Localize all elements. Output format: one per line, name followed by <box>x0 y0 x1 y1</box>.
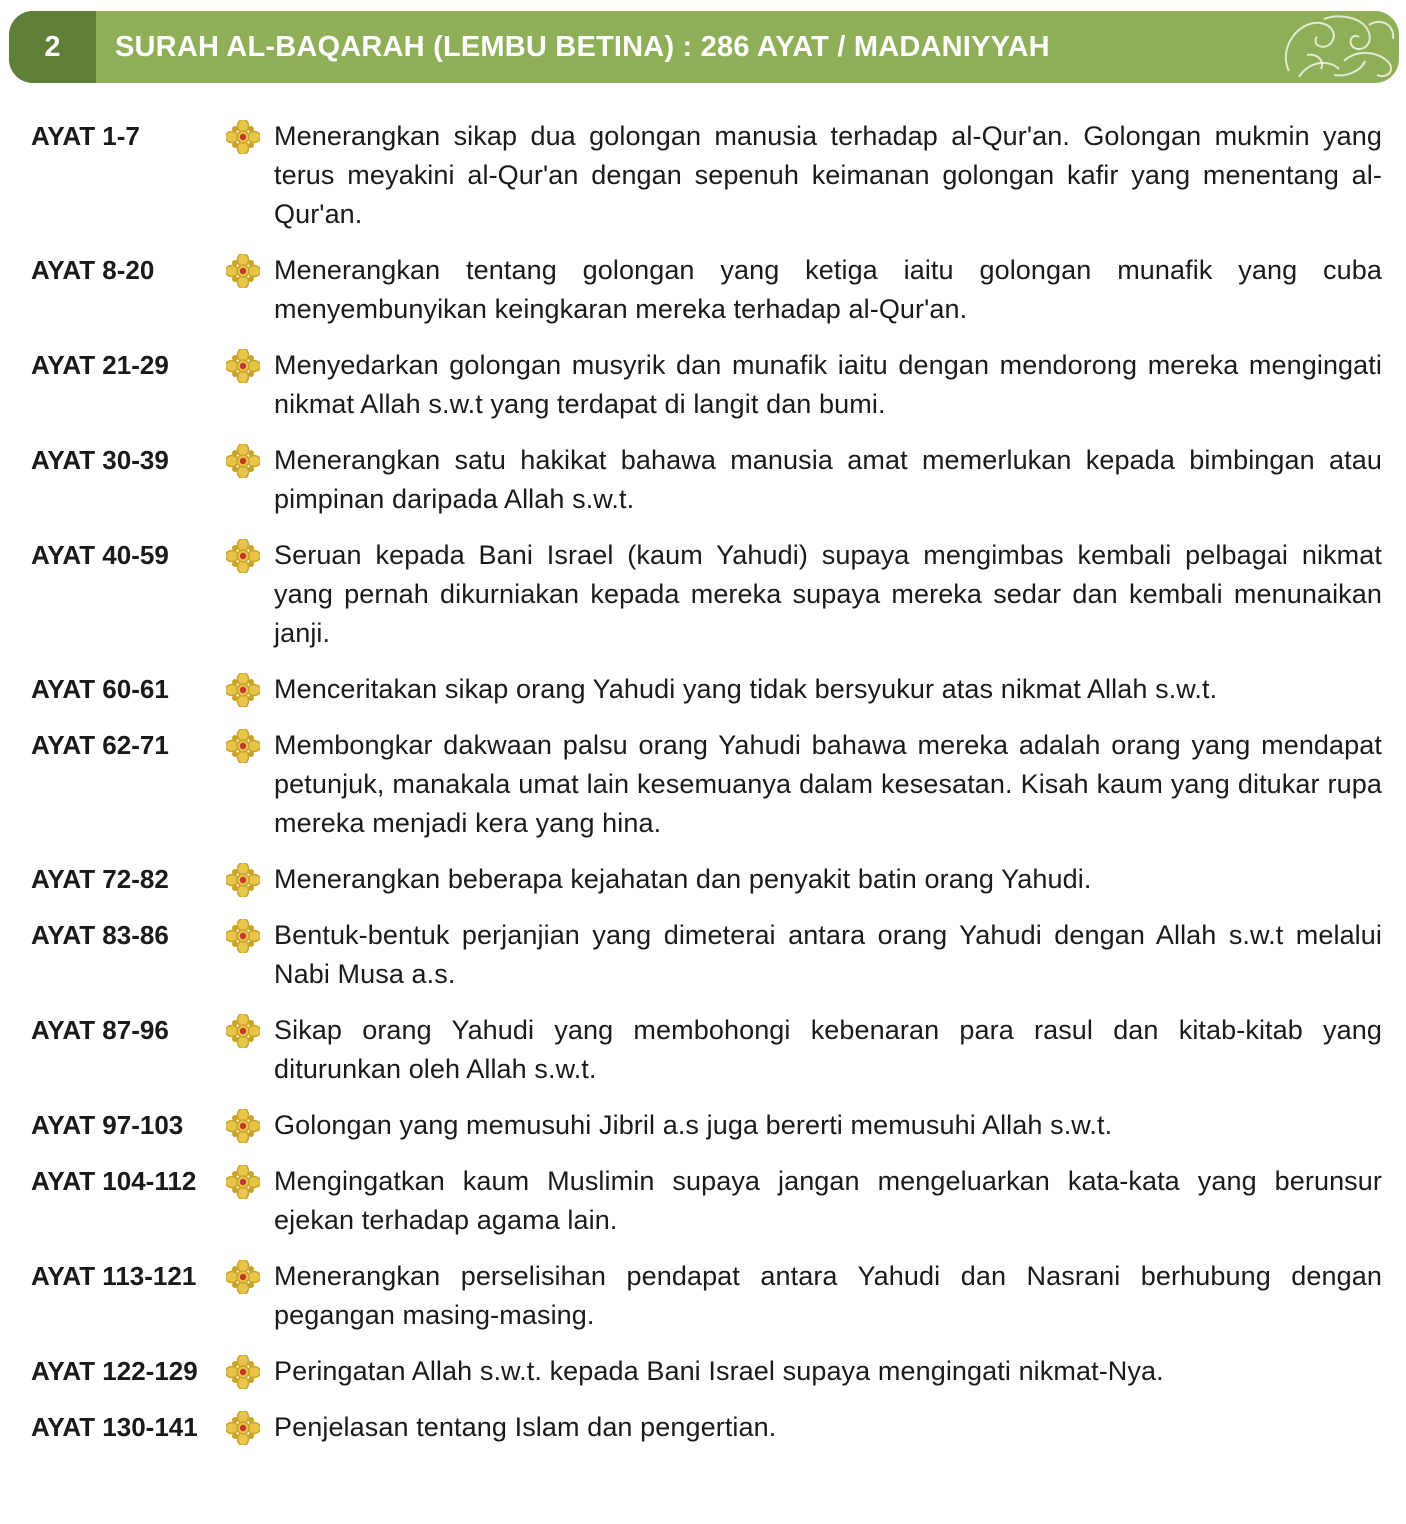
bullet <box>226 117 274 156</box>
flower-bullet-icon <box>226 1260 260 1294</box>
ayat-description: Seruan kepada Bani Israel (kaum Yahudi) supaya mengimbas kembali pelbagai nikmat yang pernah dikurniakan kepada mereka supaya mereka sedar dan kembali menunaikan janji. <box>274 540 1382 648</box>
ayat-description: Menerangkan beberapa kejahatan dan penyakit batin orang Yahudi. <box>274 864 1092 894</box>
ayat-row <box>31 251 1382 329</box>
flower-bullet-icon <box>226 349 260 383</box>
bullet <box>226 1011 274 1050</box>
ayat-row <box>31 1106 1382 1145</box>
ayat-description: Mengingatkan kaum Muslimin supaya jangan mengeluarkan kata-kata yang berunsur ejekan terhadap agama lain. <box>274 1166 1382 1235</box>
ayat-description: Bentuk-bentuk perjanjian yang dimeterai antara orang Yahudi dengan Allah s.w.t melalui Nabi Musa a.s. <box>274 920 1382 989</box>
ayat-range-label: AYAT 122-129 <box>31 1356 198 1386</box>
floral-ornament-icon <box>1269 11 1399 83</box>
ayat-range-label: AYAT 87-96 <box>31 1015 169 1045</box>
ayat-row <box>31 1257 1382 1335</box>
bullet <box>226 1162 274 1201</box>
ayat-description: Menerangkan tentang golongan yang ketiga iaitu golongan munafik yang cuba menyembunyikan keingkaran mereka terhadap al-Qur'an. <box>274 255 1382 324</box>
ayat-range-label: AYAT 1-7 <box>31 121 140 151</box>
ayat-row <box>31 670 1382 709</box>
ayat-row <box>31 726 1382 843</box>
ayat-range-label: AYAT 8-20 <box>31 255 155 285</box>
ayat-range-label: AYAT 72-82 <box>31 864 169 894</box>
ayat-row <box>31 1352 1382 1391</box>
flower-bullet-icon <box>226 254 260 288</box>
bullet <box>226 1352 274 1391</box>
ayat-row <box>31 1011 1382 1089</box>
ayat-description: Menerangkan sikap dua golongan manusia terhadap al-Qur'an. Golongan mukmin yang terus meyakini al-Qur'an dengan sepenuh keimanan golongan kafir yang menentang al-Qur'an. <box>274 121 1382 229</box>
ayat-range-label: AYAT 40-59 <box>31 540 169 570</box>
ayat-range-label: AYAT 97-103 <box>31 1110 184 1140</box>
ayat-description: Sikap orang Yahudi yang membohongi kebenaran para rasul dan kitab-kitab yang diturunkan oleh Allah s.w.t. <box>274 1015 1382 1084</box>
flower-bullet-icon <box>226 1355 260 1389</box>
bullet <box>226 916 274 955</box>
flower-bullet-icon <box>226 1014 260 1048</box>
bullet <box>226 670 274 709</box>
flower-bullet-icon <box>226 673 260 707</box>
bullet <box>226 441 274 480</box>
ayat-range-label: AYAT 60-61 <box>31 674 169 704</box>
ayat-description: Penjelasan tentang Islam dan pengertian. <box>274 1412 777 1442</box>
surah-header-bar <box>9 11 1399 83</box>
flower-bullet-icon <box>226 539 260 573</box>
flower-bullet-icon <box>226 729 260 763</box>
ayat-row <box>31 1162 1382 1240</box>
ayat-description: Golongan yang memusuhi Jibril a.s juga bererti memusuhi Allah s.w.t. <box>274 1110 1113 1140</box>
ayat-range-label: AYAT 83-86 <box>31 920 169 950</box>
ayat-row <box>31 441 1382 519</box>
bullet <box>226 1106 274 1145</box>
flower-bullet-icon <box>226 120 260 154</box>
ayat-description: Menerangkan perselisihan pendapat antara Yahudi dan Nasrani berhubung dengan pegangan masing-masing. <box>274 1261 1382 1330</box>
flower-bullet-icon <box>226 1165 260 1199</box>
ayat-range-label: AYAT 62-71 <box>31 730 169 760</box>
bullet <box>226 251 274 290</box>
ayat-description: Menceritakan sikap orang Yahudi yang tidak bersyukur atas nikmat Allah s.w.t. <box>274 674 1218 704</box>
ayat-row <box>31 536 1382 653</box>
bullet <box>226 1408 274 1447</box>
ayat-description: Menyedarkan golongan musyrik dan munafik iaitu dengan mendorong mereka mengingati nikmat Allah s.w.t yang terdapat di langit dan bumi. <box>274 350 1382 419</box>
ayat-row <box>31 1408 1382 1447</box>
ayat-range-label: AYAT 104-112 <box>31 1166 197 1196</box>
ayat-row <box>31 117 1382 234</box>
bullet <box>226 1257 274 1296</box>
bullet <box>226 860 274 899</box>
ayat-row <box>31 860 1382 899</box>
ayat-row <box>31 916 1382 994</box>
bullet <box>226 536 274 575</box>
ayat-range-label: AYAT 21-29 <box>31 350 169 380</box>
surah-title: SURAH AL-BAQARAH (LEMBU BETINA) : 286 AYAT / MADANIYYAH <box>115 31 1050 63</box>
ayat-range-label: AYAT 113-121 <box>31 1261 197 1291</box>
flower-bullet-icon <box>226 444 260 478</box>
surah-number: 2 <box>9 11 96 83</box>
ayat-range-label: AYAT 130-141 <box>31 1412 198 1442</box>
ayat-description: Peringatan Allah s.w.t. kepada Bani Israel supaya mengingati nikmat-Nya. <box>274 1356 1164 1386</box>
flower-bullet-icon <box>226 863 260 897</box>
bullet <box>226 726 274 765</box>
ayat-range-label: AYAT 30-39 <box>31 445 169 475</box>
flower-bullet-icon <box>226 1411 260 1445</box>
flower-bullet-icon <box>226 1109 260 1143</box>
bullet <box>226 346 274 385</box>
ayat-summary-list <box>31 117 1382 1464</box>
ayat-row <box>31 346 1382 424</box>
ayat-description: Menerangkan satu hakikat bahawa manusia amat memerlukan kepada bimbingan atau pimpinan daripada Allah s.w.t. <box>274 445 1382 514</box>
flower-bullet-icon <box>226 919 260 953</box>
ayat-description: Membongkar dakwaan palsu orang Yahudi bahawa mereka adalah orang yang mendapat petunjuk, manakala umat lain kesemuanya dalam kesesatan. Kisah kaum yang ditukar rupa mereka menjadi kera yang hina. <box>274 730 1382 838</box>
